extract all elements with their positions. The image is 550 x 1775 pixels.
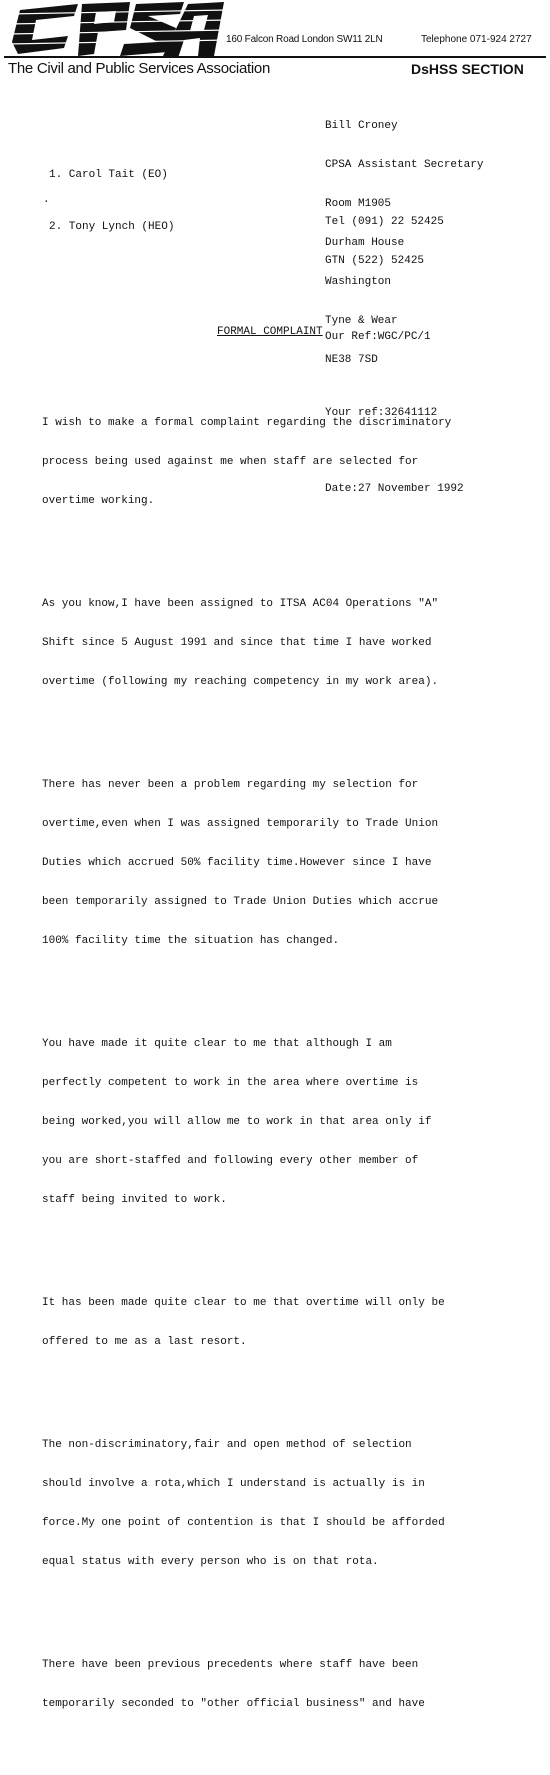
body-line: There has never been a problem regarding my selection for (42, 779, 419, 791)
body-line: staff being invited to work. (42, 1194, 227, 1206)
recipient-item: 2. Tony Lynch (HEO) (49, 221, 175, 233)
paragraph (42, 753, 542, 974)
paragraph (42, 1633, 542, 1737)
paragraph (42, 1271, 542, 1375)
sender-line: Bill Croney (325, 120, 398, 132)
body-line: you are short-staffed and following every other member of (42, 1155, 419, 1167)
body-line: overtime (following my reaching competency in my work area). (42, 676, 439, 688)
body-line: As you know,I have been assigned to ITSA AC04 Operations "A" (42, 598, 439, 610)
letterhead-telephone: Telephone 071-924 2727 (421, 34, 532, 45)
cpsa-logo (8, 2, 228, 60)
body-line: been temporarily assigned to Trade Union Duties which accrue (42, 896, 439, 908)
organisation-name: The Civil and Public Services Association (8, 60, 270, 77)
body-line: It has been made quite clear to me that overtime will only be (42, 1297, 445, 1309)
body-line: The non-discriminatory,fair and open method of selection (42, 1439, 412, 1451)
sender-line: Washington (325, 276, 392, 288)
body-line: perfectly competent to work in the area where overtime is (42, 1077, 419, 1089)
body-line: There have been previous precedents where staff have been (42, 1659, 419, 1671)
bullet-mark: . (43, 194, 50, 206)
sender-line: NE38 7SD (325, 354, 378, 366)
sender-line: Tyne & Wear (325, 315, 398, 327)
body-line: overtime,even when I was assigned temporarily to Trade Union (42, 818, 439, 830)
body-line: force.My one point of contention is that I should be afforded (42, 1517, 445, 1529)
letter-date: Date:27 November 1992 (325, 483, 464, 495)
sender-line: CPSA Assistant Secretary (325, 159, 484, 171)
body-line: I wish to make a formal complaint regarding the discriminatory (42, 417, 452, 429)
body-line: Shift since 5 August 1991 and since that time I have worked (42, 637, 432, 649)
gtn-line: GTN (522) 52425 (325, 255, 425, 267)
telephone-line: Tel (091) 22 52425 (325, 216, 444, 228)
body-line: Duties which accrued 50% facility time.However since I have (42, 857, 432, 869)
body-line: temporarily seconded to "other official business" and have (42, 1698, 425, 1710)
body-line: equal status with every person who is on that rota. (42, 1556, 379, 1568)
section-name: DsHSS SECTION (411, 61, 524, 77)
paragraph (42, 1413, 542, 1595)
body-line: should involve a rota,which I understand is actually is in (42, 1478, 425, 1490)
paragraph (42, 1012, 542, 1233)
letterhead-address: 160 Falcon Road London SW11 2LN (226, 34, 383, 45)
letterhead-rule (4, 56, 546, 58)
subject-heading: FORMAL COMPLAINT (217, 326, 323, 338)
recipient-list (49, 143, 174, 273)
body-line: being worked,you will allow me to work in that area only if (42, 1116, 432, 1128)
recipient-item: 1. Carol Tait (EO) (49, 169, 168, 181)
sender-line: Room M1905 (325, 198, 392, 210)
your-ref: Your ref:32641112 (325, 407, 438, 419)
sender-line: Durham House (325, 237, 405, 249)
paragraph (42, 572, 542, 715)
body-line: overtime working. (42, 495, 155, 507)
body-line: You have made it quite clear to me that although I am (42, 1038, 392, 1050)
letter-body (42, 365, 542, 1775)
paragraph (42, 391, 542, 534)
body-line: 100% facility time the situation has changed. (42, 935, 340, 947)
our-ref: Our Ref:WGC/PC/1 (325, 331, 431, 343)
body-line: offered to me as a last resort. (42, 1336, 247, 1348)
body-line: process being used against me when staff are selected for (42, 456, 419, 468)
